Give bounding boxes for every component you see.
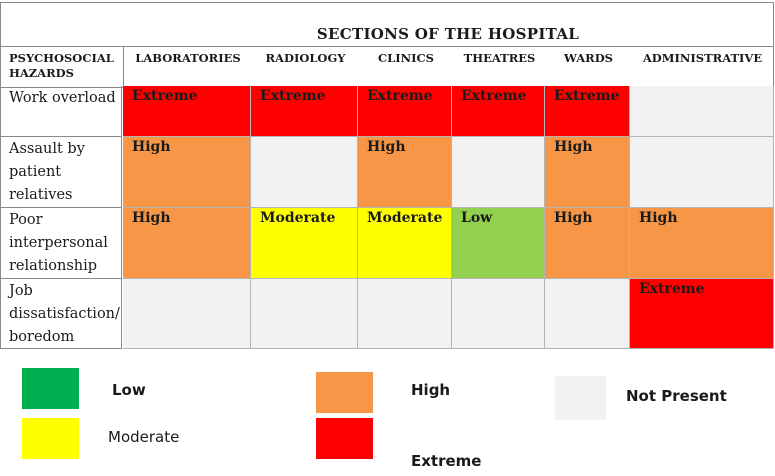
column-header-laboratories: LABORATORIES	[135, 51, 241, 65]
risk-cell-theatres: Low	[452, 208, 545, 279]
risk-cell-radiology	[251, 137, 358, 208]
table-title: SECTIONS OF THE HOSPITAL	[316, 25, 580, 43]
risk-cell-administrative: Extreme	[630, 279, 774, 349]
legend-label-low: Low	[112, 381, 146, 399]
risk-cell-clinics: Moderate	[358, 208, 452, 279]
hazard-label-line: Assault by	[9, 141, 85, 157]
risk-cell-theatres	[452, 137, 545, 208]
table-row	[0, 208, 774, 279]
hazard-label	[0, 86, 122, 137]
risk-cell-theatres: Extreme	[452, 86, 545, 137]
column-header-radiology: RADIOLOGY	[265, 51, 346, 65]
risk-cell-radiology	[251, 279, 358, 349]
hazard-label-line: Work overload	[9, 90, 116, 106]
risk-cell-laboratories: High	[123, 208, 251, 279]
row-header-line-1: PSYCHOSOCIAL	[9, 51, 114, 65]
risk-cell-laboratories: Extreme	[123, 86, 251, 137]
title-row	[0, 2, 774, 47]
hazard-label-line: Poor	[9, 212, 43, 228]
row-header	[9, 51, 121, 91]
risk-cell-clinics: High	[358, 137, 452, 208]
legend-swatch-low	[22, 368, 79, 409]
legend-swatch-moderate	[22, 418, 79, 459]
table-row	[0, 279, 774, 349]
column-header-wards: WARDS	[564, 51, 613, 65]
legend	[0, 355, 775, 476]
risk-cell-clinics: Extreme	[358, 86, 452, 137]
column-header-clinics: CLINICS	[378, 51, 434, 65]
risk-cell-laboratories: High	[123, 137, 251, 208]
hazard-label-line: patient	[9, 164, 62, 180]
hazard-label-line: interpersonal	[9, 235, 108, 251]
risk-cell-radiology: Extreme	[251, 86, 358, 137]
header-row	[0, 46, 774, 88]
risk-cell-wards: High	[545, 137, 630, 208]
row-header-line-2: HAZARDS	[9, 66, 74, 80]
risk-cell-administrative	[630, 137, 774, 208]
risk-matrix-table	[0, 2, 774, 349]
risk-cell-wards: Extreme	[545, 86, 630, 137]
table-row	[0, 86, 774, 137]
legend-label-extreme: Extreme	[411, 452, 482, 470]
table-row	[0, 137, 774, 208]
risk-cell-administrative: High	[630, 208, 774, 279]
risk-cell-wards	[545, 279, 630, 349]
hazard-label-line: relatives	[9, 187, 73, 203]
column-header-theatres: THEATRES	[463, 51, 536, 65]
legend-label-moderate: Moderate	[108, 428, 180, 446]
legend-label-not-present: Not Present	[626, 387, 727, 405]
hazard-label	[0, 137, 122, 208]
risk-cell-laboratories	[123, 279, 251, 349]
column-header-administrative: ADMINISTRATIVE	[642, 51, 763, 65]
hazard-label	[0, 279, 122, 349]
risk-cell-theatres	[452, 279, 545, 349]
legend-label-high: High	[411, 381, 451, 399]
hazard-label	[0, 208, 122, 279]
hazard-label-line: boredom	[9, 329, 75, 345]
risk-cell-wards: High	[545, 208, 630, 279]
legend-swatch-extreme	[316, 418, 373, 459]
hazard-label-line: dissatisfaction/	[9, 306, 120, 322]
risk-cell-radiology: Moderate	[251, 208, 358, 279]
legend-swatch-not-present	[555, 376, 606, 420]
legend-swatch-high	[316, 372, 373, 413]
risk-cell-administrative	[630, 86, 774, 137]
hazard-label-line: Job	[9, 283, 33, 299]
risk-cell-clinics	[358, 279, 452, 349]
hazard-label-line: relationship	[9, 258, 98, 274]
